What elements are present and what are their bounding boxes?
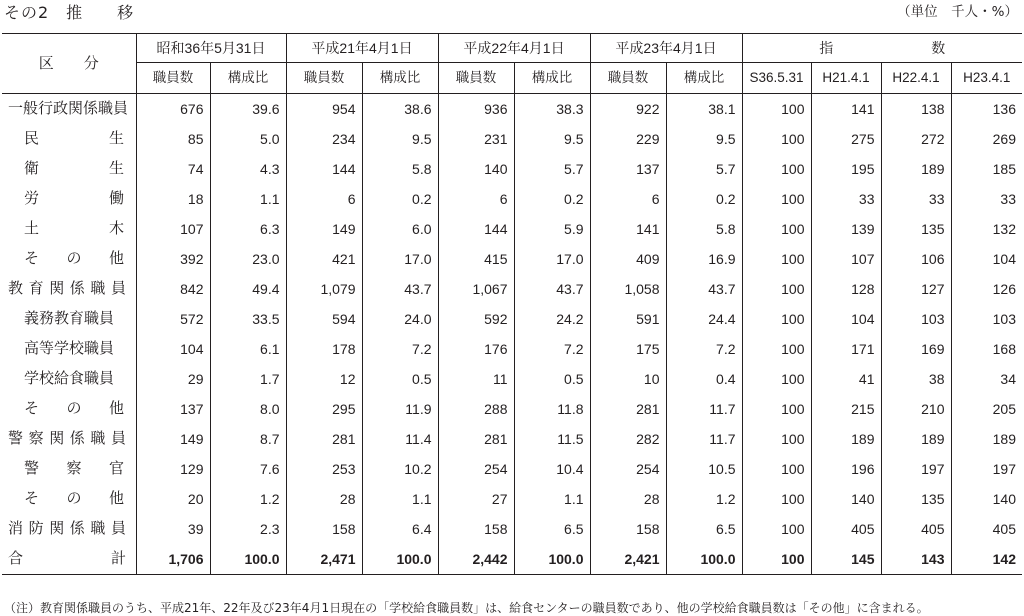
table-cell: 0.2 xyxy=(514,184,590,214)
table-cell: 405 xyxy=(951,514,1022,544)
table-cell: 229 xyxy=(590,124,666,154)
table-row xyxy=(2,394,1022,424)
table-cell: 4.3 xyxy=(210,154,286,184)
period-header-h22: 平成22年4月1日 xyxy=(438,34,590,63)
table-cell: 8.7 xyxy=(210,424,286,454)
ratio-header: 構成比 xyxy=(362,63,438,94)
table-cell: 100 xyxy=(742,334,811,364)
table-cell: 140 xyxy=(438,154,514,184)
row-label-text: 高等学校職員 xyxy=(24,340,115,357)
table-cell: 2,471 xyxy=(286,544,362,575)
row-label xyxy=(2,274,136,304)
table-row xyxy=(2,304,1022,334)
row-label-text: 民 生 xyxy=(24,130,124,147)
table-row xyxy=(2,154,1022,184)
period-header-h21: 平成21年4月1日 xyxy=(286,34,438,63)
table-cell: 196 xyxy=(811,454,881,484)
index-date-header: H23.4.1 xyxy=(951,63,1022,94)
table-cell: 10.2 xyxy=(362,454,438,484)
table-cell: 189 xyxy=(951,424,1022,454)
table-cell: 5.7 xyxy=(666,154,742,184)
table-cell: 2.3 xyxy=(210,514,286,544)
table-cell: 11.4 xyxy=(362,424,438,454)
table-cell: 189 xyxy=(811,424,881,454)
row-label xyxy=(2,154,136,184)
table-cell: 100.0 xyxy=(362,544,438,575)
table-row xyxy=(2,184,1022,214)
row-label xyxy=(2,244,136,274)
total-row xyxy=(2,544,1022,575)
table-cell: 100 xyxy=(742,214,811,244)
table-cell: 281 xyxy=(438,424,514,454)
table-cell: 9.5 xyxy=(666,124,742,154)
table-cell: 6 xyxy=(438,184,514,214)
table-cell: 9.5 xyxy=(362,124,438,154)
row-label xyxy=(2,304,136,334)
table-cell: 106 xyxy=(881,244,951,274)
row-label xyxy=(2,184,136,214)
period-header-s36: 昭和36年5月31日 xyxy=(136,34,286,63)
table-cell: 591 xyxy=(590,304,666,334)
row-label-text: 警 察 官 xyxy=(24,460,124,477)
table-cell: 33 xyxy=(811,184,881,214)
kubun-header: 区 分 xyxy=(2,34,136,94)
table-cell: 128 xyxy=(811,274,881,304)
table-cell: 405 xyxy=(881,514,951,544)
table-cell: 676 xyxy=(136,94,210,125)
table-cell: 135 xyxy=(881,214,951,244)
table-cell: 234 xyxy=(286,124,362,154)
table-cell: 16.9 xyxy=(666,244,742,274)
table-cell: 27 xyxy=(438,484,514,514)
row-label-text: 労 働 xyxy=(24,190,124,207)
table-cell: 6 xyxy=(286,184,362,214)
table-cell: 28 xyxy=(590,484,666,514)
table-cell: 7.2 xyxy=(514,334,590,364)
index-header: 指 数 xyxy=(742,34,1022,63)
table-cell: 132 xyxy=(951,214,1022,244)
table-cell: 34 xyxy=(951,364,1022,394)
table-cell: 168 xyxy=(951,334,1022,364)
table-cell: 1.2 xyxy=(210,484,286,514)
table-cell: 5.0 xyxy=(210,124,286,154)
table-cell: 2,442 xyxy=(438,544,514,575)
table-cell: 33 xyxy=(881,184,951,214)
table-cell: 100 xyxy=(742,424,811,454)
count-header: 職員数 xyxy=(590,63,666,94)
table-row xyxy=(2,454,1022,484)
table-cell: 141 xyxy=(811,94,881,125)
table-cell: 171 xyxy=(811,334,881,364)
table-cell: 197 xyxy=(881,454,951,484)
table-cell: 0.5 xyxy=(362,364,438,394)
table-cell: 175 xyxy=(590,334,666,364)
table-cell: 6.0 xyxy=(362,214,438,244)
table-cell: 1.1 xyxy=(362,484,438,514)
row-label xyxy=(2,544,136,575)
ratio-header: 構成比 xyxy=(514,63,590,94)
table-cell: 23.0 xyxy=(210,244,286,274)
table-cell: 100 xyxy=(742,364,811,394)
table-cell: 5.9 xyxy=(514,214,590,244)
table-cell: 100 xyxy=(742,94,811,125)
row-label xyxy=(2,124,136,154)
table-cell: 1.1 xyxy=(514,484,590,514)
table-row xyxy=(2,124,1022,154)
table-cell: 282 xyxy=(590,424,666,454)
table-cell: 1,079 xyxy=(286,274,362,304)
table-cell: 6 xyxy=(590,184,666,214)
table-cell: 49.4 xyxy=(210,274,286,304)
table-cell: 100 xyxy=(742,184,811,214)
table-cell: 43.7 xyxy=(362,274,438,304)
table-cell: 38 xyxy=(881,364,951,394)
table-cell: 100 xyxy=(742,544,811,575)
table-cell: 100 xyxy=(742,484,811,514)
table-cell: 936 xyxy=(438,94,514,125)
table-cell: 11.7 xyxy=(666,424,742,454)
row-label xyxy=(2,454,136,484)
table-row xyxy=(2,424,1022,454)
table-cell: 41 xyxy=(811,364,881,394)
table-cell: 143 xyxy=(881,544,951,575)
table-cell: 126 xyxy=(951,274,1022,304)
table-cell: 594 xyxy=(286,304,362,334)
table-cell: 29 xyxy=(136,364,210,394)
table-cell: 74 xyxy=(136,154,210,184)
table-cell: 20 xyxy=(136,484,210,514)
table-cell: 169 xyxy=(881,334,951,364)
table-row xyxy=(2,214,1022,244)
table-cell: 135 xyxy=(881,484,951,514)
table-cell: 136 xyxy=(951,94,1022,125)
row-label-text: 合 計 xyxy=(8,550,126,567)
table-cell: 10.5 xyxy=(666,454,742,484)
table-cell: 275 xyxy=(811,124,881,154)
table-cell: 215 xyxy=(811,394,881,424)
table-cell: 185 xyxy=(951,154,1022,184)
table-cell: 137 xyxy=(590,154,666,184)
table-row xyxy=(2,484,1022,514)
table-cell: 140 xyxy=(951,484,1022,514)
table-cell: 281 xyxy=(590,394,666,424)
table-cell: 176 xyxy=(438,334,514,364)
index-date-header: H22.4.1 xyxy=(881,63,951,94)
table-cell: 18 xyxy=(136,184,210,214)
table-cell: 5.7 xyxy=(514,154,590,184)
ratio-header: 構成比 xyxy=(210,63,286,94)
table-cell: 100 xyxy=(742,304,811,334)
table-row xyxy=(2,334,1022,364)
table-cell: 11.8 xyxy=(514,394,590,424)
table-cell: 1.2 xyxy=(666,484,742,514)
table-cell: 2,421 xyxy=(590,544,666,575)
table-cell: 33.5 xyxy=(210,304,286,334)
table-cell: 144 xyxy=(438,214,514,244)
table-cell: 11.7 xyxy=(666,394,742,424)
table-cell: 158 xyxy=(590,514,666,544)
table-cell: 288 xyxy=(438,394,514,424)
count-header: 職員数 xyxy=(286,63,362,94)
table-cell: 138 xyxy=(881,94,951,125)
table-cell: 100.0 xyxy=(514,544,590,575)
table-cell: 103 xyxy=(951,304,1022,334)
table-cell: 922 xyxy=(590,94,666,125)
table-cell: 253 xyxy=(286,454,362,484)
table-cell: 100 xyxy=(742,454,811,484)
ratio-header: 構成比 xyxy=(666,63,742,94)
table-row xyxy=(2,514,1022,544)
personnel-trend-table xyxy=(2,33,1022,575)
table-cell: 100 xyxy=(742,154,811,184)
table-cell: 5.8 xyxy=(666,214,742,244)
row-label-text: 一般行政関係職員 xyxy=(8,100,129,117)
table-cell: 11.9 xyxy=(362,394,438,424)
row-label xyxy=(2,514,136,544)
table-cell: 592 xyxy=(438,304,514,334)
period-header-h23: 平成23年4月1日 xyxy=(590,34,742,63)
table-cell: 254 xyxy=(438,454,514,484)
table-cell: 142 xyxy=(951,544,1022,575)
table-cell: 140 xyxy=(811,484,881,514)
table-cell: 100.0 xyxy=(210,544,286,575)
row-label-text: 学校給食職員 xyxy=(24,370,115,387)
table-cell: 103 xyxy=(881,304,951,334)
table-cell: 9.5 xyxy=(514,124,590,154)
table-cell: 1.7 xyxy=(210,364,286,394)
table-cell: 104 xyxy=(951,244,1022,274)
table-cell: 409 xyxy=(590,244,666,274)
table-cell: 24.4 xyxy=(666,304,742,334)
table-cell: 38.1 xyxy=(666,94,742,125)
table-cell: 149 xyxy=(286,214,362,244)
table-row xyxy=(2,274,1022,304)
table-cell: 189 xyxy=(881,154,951,184)
table-cell: 572 xyxy=(136,304,210,334)
table-cell: 145 xyxy=(811,544,881,575)
table-cell: 11 xyxy=(438,364,514,394)
row-label-text: 教 育 関 係 職 員 xyxy=(8,280,126,297)
table-cell: 1,058 xyxy=(590,274,666,304)
table-cell: 295 xyxy=(286,394,362,424)
table-cell: 0.2 xyxy=(362,184,438,214)
table-cell: 6.4 xyxy=(362,514,438,544)
section-title: その2 推 移 xyxy=(4,3,135,22)
table-cell: 17.0 xyxy=(514,244,590,274)
table-cell: 10 xyxy=(590,364,666,394)
table-cell: 137 xyxy=(136,394,210,424)
table-cell: 28 xyxy=(286,484,362,514)
table-cell: 1,067 xyxy=(438,274,514,304)
table-cell: 415 xyxy=(438,244,514,274)
row-label xyxy=(2,334,136,364)
table-cell: 842 xyxy=(136,274,210,304)
row-label-text: 義務教育職員 xyxy=(24,310,115,327)
row-label xyxy=(2,424,136,454)
table-cell: 17.0 xyxy=(362,244,438,274)
table-cell: 104 xyxy=(811,304,881,334)
index-date-header: H21.4.1 xyxy=(811,63,881,94)
table-cell: 405 xyxy=(811,514,881,544)
row-label-text: そ の 他 xyxy=(24,250,124,267)
table-cell: 39 xyxy=(136,514,210,544)
table-cell: 24.2 xyxy=(514,304,590,334)
row-label-text: そ の 他 xyxy=(24,490,124,507)
table-cell: 392 xyxy=(136,244,210,274)
table-cell: 6.5 xyxy=(666,514,742,544)
table-cell: 107 xyxy=(811,244,881,274)
table-cell: 0.5 xyxy=(514,364,590,394)
table-cell: 139 xyxy=(811,214,881,244)
count-header: 職員数 xyxy=(136,63,210,94)
table-cell: 85 xyxy=(136,124,210,154)
count-header: 職員数 xyxy=(438,63,514,94)
table-cell: 254 xyxy=(590,454,666,484)
table-cell: 269 xyxy=(951,124,1022,154)
table-cell: 7.2 xyxy=(666,334,742,364)
table-cell: 231 xyxy=(438,124,514,154)
table-cell: 421 xyxy=(286,244,362,274)
table-cell: 129 xyxy=(136,454,210,484)
table-cell: 11.5 xyxy=(514,424,590,454)
table-row xyxy=(2,364,1022,394)
table-cell: 24.0 xyxy=(362,304,438,334)
table-cell: 5.8 xyxy=(362,154,438,184)
table-cell: 100 xyxy=(742,244,811,274)
index-date-header: S36.5.31 xyxy=(742,63,811,94)
table-cell: 178 xyxy=(286,334,362,364)
table-cell: 0.2 xyxy=(666,184,742,214)
table-cell: 272 xyxy=(881,124,951,154)
table-cell: 158 xyxy=(286,514,362,544)
table-cell: 281 xyxy=(286,424,362,454)
row-label-text: 土 木 xyxy=(24,220,124,237)
table-cell: 10.4 xyxy=(514,454,590,484)
table-cell: 100 xyxy=(742,274,811,304)
table-cell: 210 xyxy=(881,394,951,424)
row-label-text: そ の 他 xyxy=(24,400,124,417)
table-cell: 1,706 xyxy=(136,544,210,575)
table-cell: 197 xyxy=(951,454,1022,484)
table-cell: 954 xyxy=(286,94,362,125)
row-label xyxy=(2,394,136,424)
table-cell: 7.2 xyxy=(362,334,438,364)
table-cell: 100 xyxy=(742,124,811,154)
table-row xyxy=(2,244,1022,274)
table-cell: 141 xyxy=(590,214,666,244)
table-cell: 43.7 xyxy=(666,274,742,304)
table-cell: 107 xyxy=(136,214,210,244)
table-cell: 43.7 xyxy=(514,274,590,304)
footnote: （注）教育関係職員のうち、平成21年、22年及び23年4月1日現在の「学校給食職員数」は、給食センターの職員数であり、他の学校給食職員数は「その他」に含まれる。 xyxy=(4,601,929,615)
table-cell: 6.5 xyxy=(514,514,590,544)
table-cell: 189 xyxy=(881,424,951,454)
table-cell: 100 xyxy=(742,514,811,544)
table-cell: 195 xyxy=(811,154,881,184)
table-cell: 144 xyxy=(286,154,362,184)
row-label-text: 衛 生 xyxy=(24,160,124,177)
table-cell: 0.4 xyxy=(666,364,742,394)
table-cell: 149 xyxy=(136,424,210,454)
row-label xyxy=(2,364,136,394)
table-cell: 158 xyxy=(438,514,514,544)
row-label xyxy=(2,94,136,125)
table-cell: 6.3 xyxy=(210,214,286,244)
table-cell: 12 xyxy=(286,364,362,394)
table-cell: 38.6 xyxy=(362,94,438,125)
table-cell: 100.0 xyxy=(666,544,742,575)
table-row xyxy=(2,94,1022,125)
table-cell: 104 xyxy=(136,334,210,364)
row-label-text: 消 防 関 係 職 員 xyxy=(8,520,126,537)
table-cell: 8.0 xyxy=(210,394,286,424)
unit-label: （単位 千人・%） xyxy=(897,4,1018,20)
row-label xyxy=(2,484,136,514)
table-cell: 39.6 xyxy=(210,94,286,125)
table-cell: 1.1 xyxy=(210,184,286,214)
table-cell: 127 xyxy=(881,274,951,304)
table-cell: 6.1 xyxy=(210,334,286,364)
table-cell: 33 xyxy=(951,184,1022,214)
table-cell: 100 xyxy=(742,394,811,424)
row-label-text: 警 察 関 係 職 員 xyxy=(8,430,126,447)
table-cell: 205 xyxy=(951,394,1022,424)
table-cell: 7.6 xyxy=(210,454,286,484)
row-label xyxy=(2,214,136,244)
table-cell: 38.3 xyxy=(514,94,590,125)
